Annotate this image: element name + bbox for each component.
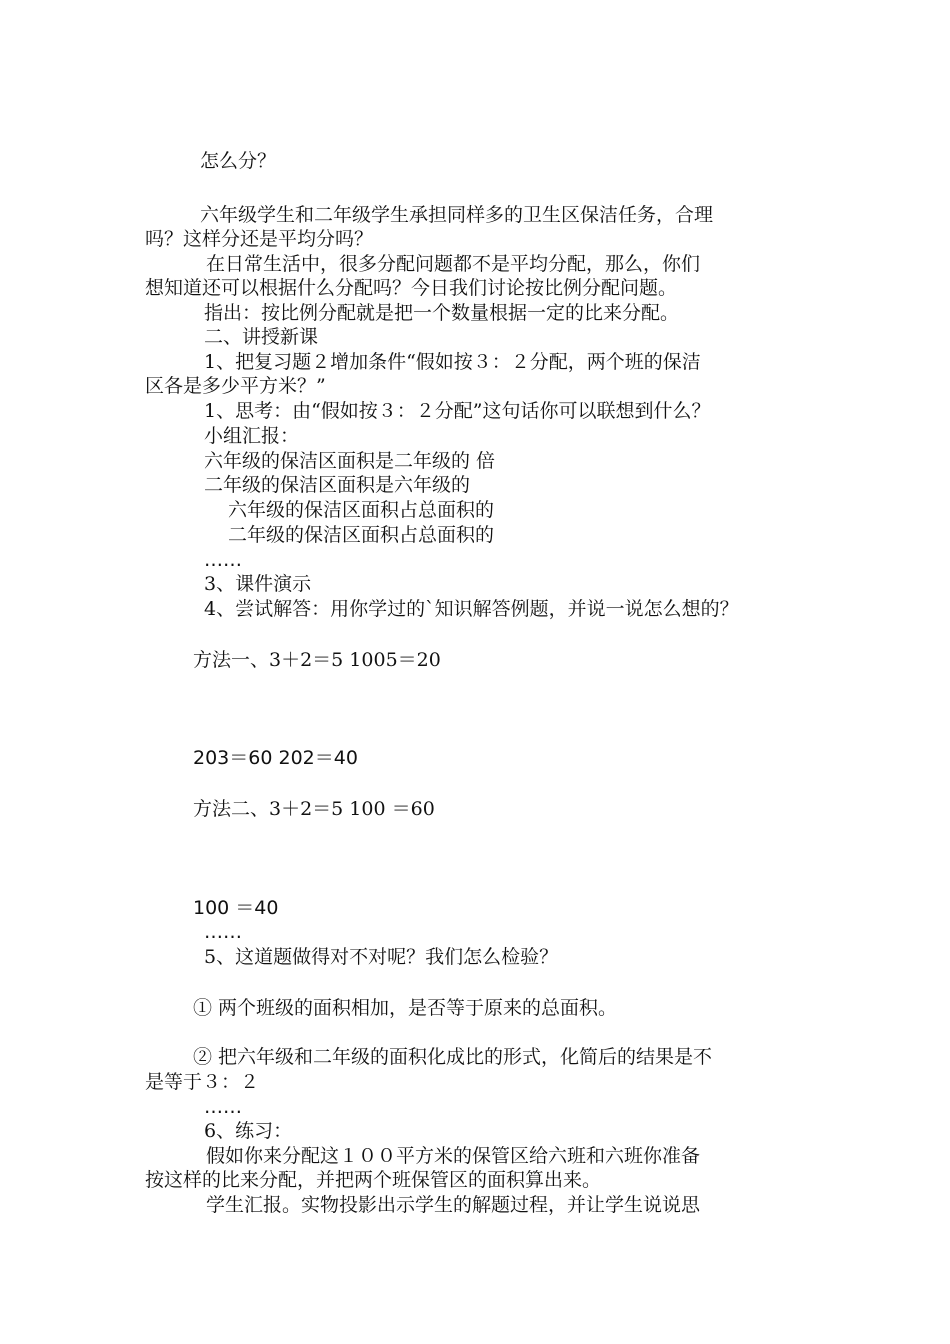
text-line: 假如你来分配这１００平方米的保管区给六班和六班你准备 [206,1145,701,1167]
text-line: 二年级的保洁区面积占总面积的 [228,524,495,546]
text-line: 6、练习： [204,1120,293,1142]
text-line: 二年级的保洁区面积是六年级的 [204,474,471,496]
text-line: 二、讲授新课 [204,326,319,348]
text-line: …… [204,921,242,943]
text-line: 小组汇报： [204,425,300,447]
text-line: 区各是多少平方米？” [145,375,326,397]
text-line: 想知道还可以根据什么分配吗？今日我们讨论按比例分配问题。 [145,277,678,299]
text-line: 100 ＝40 [193,897,279,919]
text-line: …… [204,549,242,571]
text-line: 怎么分？ [200,150,277,172]
text-line: 1、思考：由“假如按３：２分配”这句话你可以联想到什么？ [204,400,711,422]
text-line: 203＝60 202＝40 [193,747,358,769]
text-line: 是等于３：２ [145,1071,260,1093]
text-line: 六年级学生和二年级学生承担同样多的卫生区保洁任务，合理 [200,204,714,226]
text-line: 3、课件演示 [204,573,312,595]
text-line: ① 两个班级的面积相加，是否等于原来的总面积。 [193,997,618,1019]
text-line: 指出：按比例分配就是把一个数量根据一定的比来分配。 [204,302,680,324]
text-line: 六年级的保洁区面积占总面积的 [228,499,495,521]
text-line: 六年级的保洁区面积是二年级的 倍 [204,450,496,472]
text-line: 在日常生活中，很多分配问题都不是平均分配，那么，你们 [206,253,701,275]
text-line: 5、这道题做得对不对呢？我们怎么检验？ [204,946,559,968]
text-line: ② 把六年级和二年级的面积化成比的形式，化简后的结果是不 [193,1046,713,1068]
text-line: 按这样的比来分配，并把两个班保管区的面积算出来。 [145,1169,602,1191]
text-line: 4、尝试解答：用你学过的`知识解答例题，并说一说怎么想的？ [204,598,739,620]
text-line: 方法一、3＋2＝5 1005＝20 [193,649,441,671]
text-line: 吗？这样分还是平均分吗？ [145,228,374,250]
text-line: 方法二、3＋2＝5 100 ＝60 [193,798,435,820]
text-line: 学生汇报。实物投影出示学生的解题过程，并让学生说说思 [206,1194,701,1216]
text-line: 1、把复习题２增加条件“假如按３：２分配，两个班的保洁 [204,351,701,373]
text-line: …… [204,1096,242,1118]
